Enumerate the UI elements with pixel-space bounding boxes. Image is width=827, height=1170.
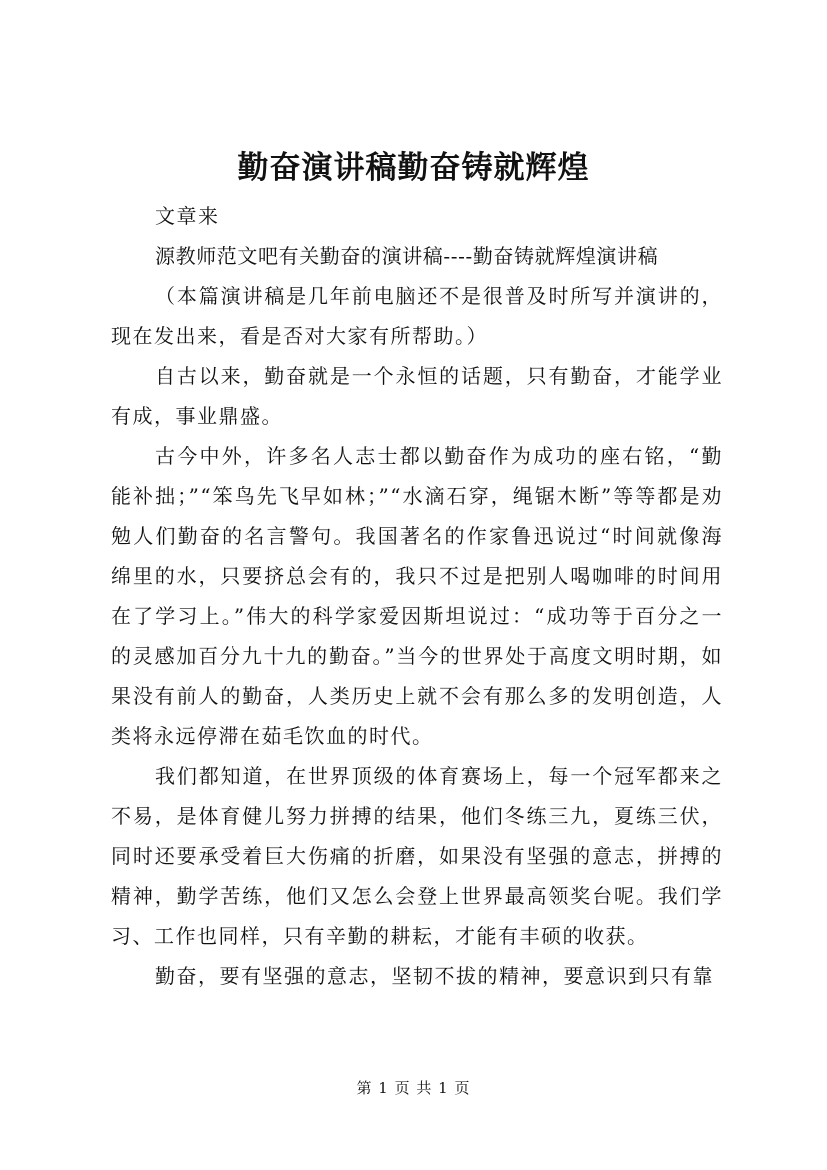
paragraph-source-start: 文章来 — [155, 204, 220, 228]
paragraph-quotes: 古今中外，许多名人志士都以勤奋作为成功的座右铭，“勤能补拙；”“笨鸟先飞早如林；”“水滴石穿，绳锯木断”等等都是劝勉人们勤奋的名言警句。我国著名的作家鲁迅说过“时间就像海绵里的水，只要挤总会有的，我只不过是把别人喝咖啡的时间用在了学习上。”伟大的科学家爱因斯坦说过：“成功等于百分之一的灵感加百分九十九的勤奋。”当今的世界处于高度文明时期，如果没有前人的勤奋，人类历史上就不会有那么多的发明创造，人类将永远停滞在茹毛饮血的时代。 — [111, 444, 723, 748]
paragraph-source: 源教师范文吧有关勤奋的演讲稿----勤奋铸就辉煌演讲稿 — [155, 244, 659, 268]
paragraph-athletes: 我们都知道，在世界顶级的体育赛场上，每一个冠军都来之不易，是体育健儿努力拼搏的结果，他们冬练三九，夏练三伏，同时还要承受着巨大伤痛的折磨，如果没有坚强的意志，拼搏的精神，勤学苦练，他们又怎么会登上世界最高领奖台呢。我们学习、工作也同样，只有辛勤的耕耘，才能有丰硕的收获。 — [111, 764, 723, 948]
paragraph-willpower: 勤奋，要有坚强的意志，坚韧不拔的精神，要意识到只有靠 — [155, 964, 714, 988]
paragraph-intro: 自古以来，勤奋就是一个永恒的话题，只有勤奋，才能学业有成，事业鼎盛。 — [111, 364, 723, 428]
document-body — [111, 196, 723, 996]
paragraph-note: （本篇演讲稿是几年前电脑还不是很普及时所写并演讲的，现在发出来，看是否对大家有所帮助。） — [111, 284, 723, 348]
page-number-footer: 第 1 页 共 1 页 — [356, 1079, 471, 1097]
document-title: 勤奋演讲稿勤奋铸就辉煌 — [237, 150, 590, 186]
